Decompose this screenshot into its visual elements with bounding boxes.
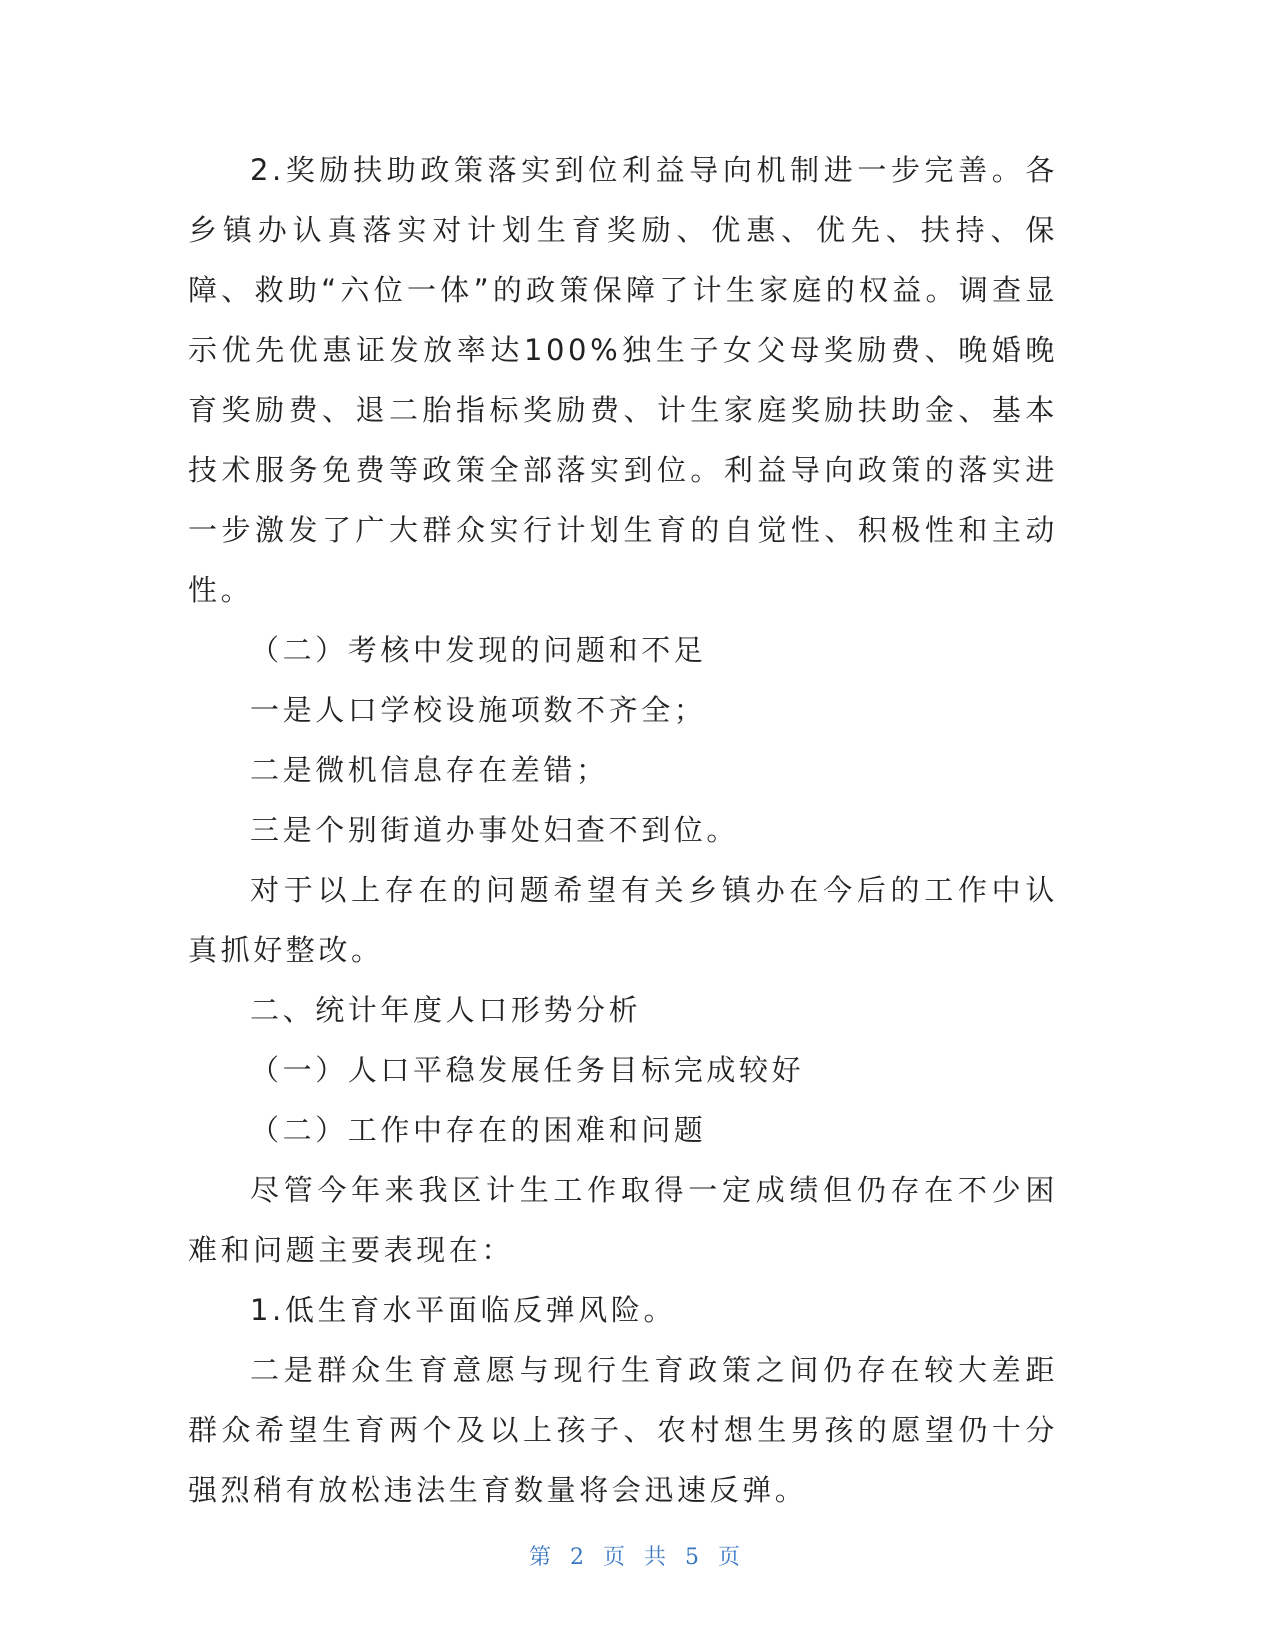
document-body: [188, 140, 1058, 1520]
list-item-problem-3: 三是个别街道办事处妇查不到位。: [250, 813, 740, 847]
heading-section-2: 二、统计年度人口形势分析: [250, 993, 642, 1027]
paragraph-incentive-policy: 2.奖励扶助政策落实到位利益导向机制进一步完善。各乡镇办认真落实对计划生育奖励、优惠、优先、扶持、保障、救助“六位一体”的政策保障了计生家庭的权益。调查显示优先优惠证发放率达100%独生子女父母奖励费、晚婚晚育奖励费、退二胎指标奖励费、计生家庭奖励扶助金、基本技术服务免费等政策全部落实到位。利益导向政策的落实进一步激发了广大群众实行计划生育的自觉性、积极性和主动性。: [188, 153, 1058, 607]
list-item-problem-1: 一是人口学校设施项数不齐全；: [250, 693, 707, 727]
paragraph-fertility-gap: 二是群众生育意愿与现行生育政策之间仍存在较大差距群众希望生育两个及以上孩子、农村想生男孩的愿望仍十分强烈稍有放松违法生育数量将会迅速反弹。: [188, 1353, 1058, 1507]
list-item-difficulty-1: 1.低生育水平面临反弹风险。: [250, 1293, 677, 1327]
paragraph-rectification: 对于以上存在的问题希望有关乡镇办在今后的工作中认真抓好整改。: [188, 873, 1058, 967]
page-number-footer: 第 2 页 共 5 页: [529, 1545, 746, 1570]
list-item-problem-2: 二是微机信息存在差错；: [250, 753, 609, 787]
heading-subsection-1: （一）人口平稳发展任务目标完成较好: [250, 1053, 805, 1087]
heading-subsection-2: （二）工作中存在的困难和问题: [250, 1113, 707, 1147]
heading-assessment-problems: （二）考核中发现的问题和不足: [250, 633, 707, 667]
paragraph-difficulties-intro: 尽管今年来我区计生工作取得一定成绩但仍存在不少困难和问题主要表现在：: [188, 1173, 1058, 1267]
